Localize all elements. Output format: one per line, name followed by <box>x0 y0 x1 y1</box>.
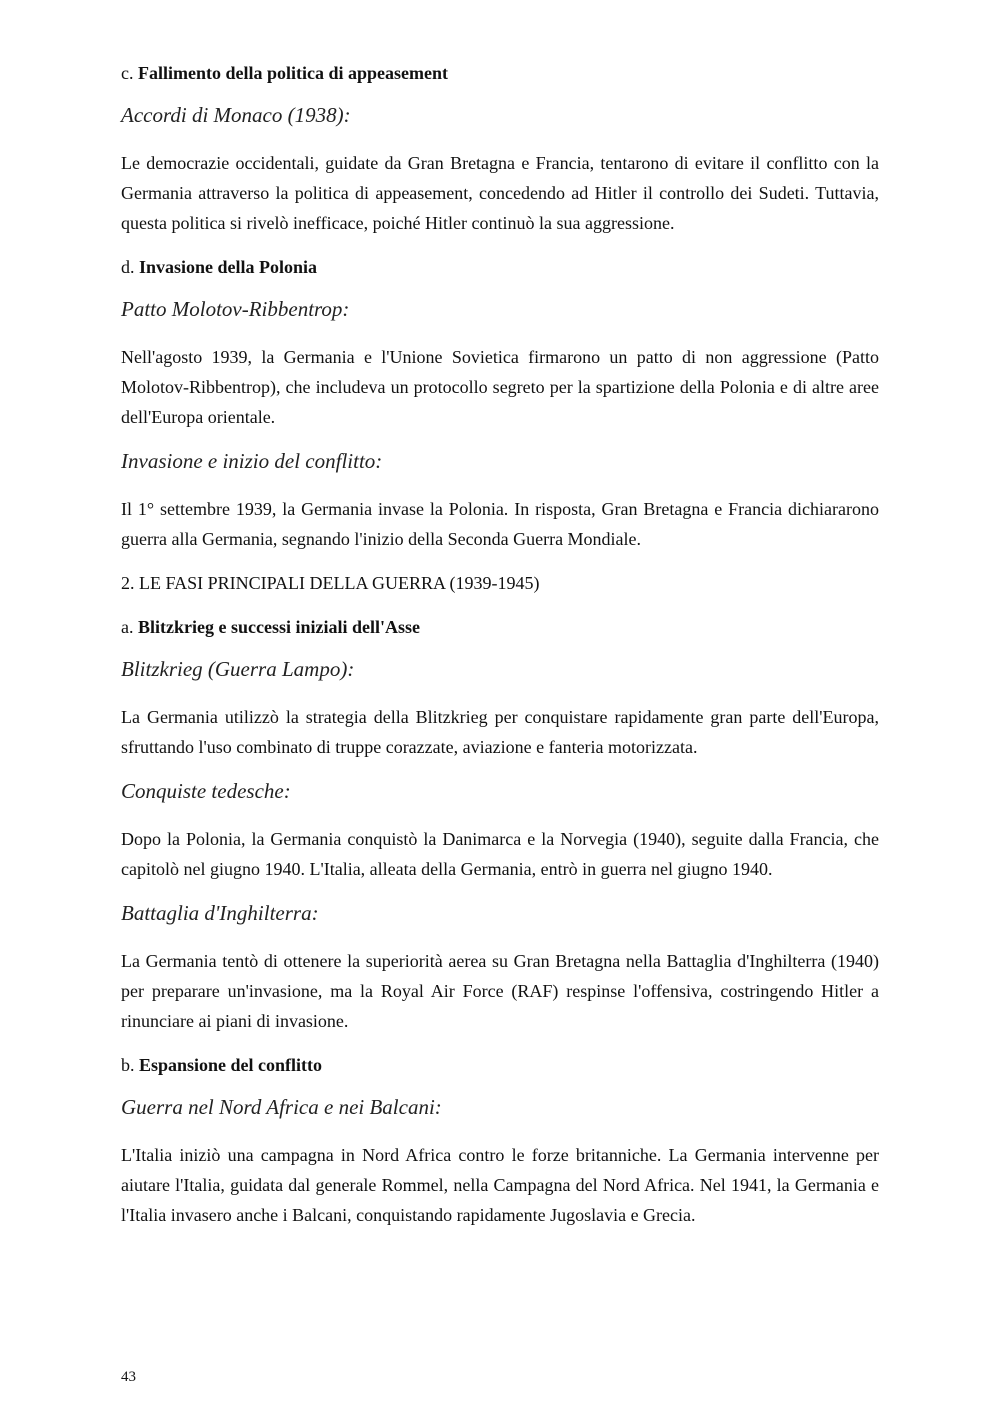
heading-title: Blitzkrieg e successi iniziali dell'Asse <box>138 617 420 637</box>
subheading-conquiste: Conquiste tedesche: <box>121 779 291 803</box>
heading-prefix: c. <box>121 63 134 83</box>
section-title-2: 2. LE FASI PRINCIPALI DELLA GUERRA (1939-1945) <box>121 573 540 593</box>
heading-title: Espansione del conflitto <box>139 1055 323 1075</box>
section-heading-c <box>121 58 879 88</box>
subheading-battaglia: Battaglia d'Inghilterra: <box>121 901 319 925</box>
paragraph-conquiste: Dopo la Polonia, la Germania conquistò la Danimarca e la Norvegia (1940), seguite dalla Francia, che capitolò nel giugno 1940. L'Italia, alleata della Germania, entrò in guerra nel giugno 1940. <box>121 829 879 879</box>
heading-prefix: a. <box>121 617 134 637</box>
paragraph-blitz: La Germania utilizzò la strategia della Blitzkrieg per conquistare rapidamente gran parte dell'Europa, sfruttando l'uso combinato di truppe corazzate, aviazione e fanteria motorizzata. <box>121 707 879 757</box>
paragraph-battaglia: La Germania tentò di ottenere la superiorità aerea su Gran Bretagna nella Battaglia d'Inghilterra (1940) per preparare un'invasione, ma la Royal Air Force (RAF) respinse l'offensiva, costringendo Hitler a rinunciare ai piani di invasione. <box>121 951 879 1031</box>
subheading-invasione: Invasione e inizio del conflitto: <box>121 449 383 473</box>
page-number: 43 <box>121 1369 136 1385</box>
paragraph-invasione: Il 1° settembre 1939, la Germania invase la Polonia. In risposta, Gran Bretagna e Francia dichiararono guerra alla Germania, segnando l'inizio della Seconda Guerra Mondiale. <box>121 499 879 549</box>
subheading-africa: Guerra nel Nord Africa e nei Balcani: <box>121 1095 442 1119</box>
section-heading-b <box>121 1050 879 1080</box>
heading-prefix: d. <box>121 257 135 277</box>
heading-title: Fallimento della politica di appeasement <box>138 63 448 83</box>
paragraph-africa: L'Italia iniziò una campagna in Nord Africa contro le forze britanniche. La Germania intervenne per aiutare l'Italia, guidata dal generale Rommel, nella Campagna del Nord Africa. Nel 1941, la Germania e l'Italia invasero anche i Balcani, conquistando rapidamente Jugoslavia e Grecia. <box>121 1145 879 1225</box>
section-heading-a <box>121 612 879 642</box>
document-page <box>121 58 879 1244</box>
subheading-blitz: Blitzkrieg (Guerra Lampo): <box>121 657 355 681</box>
heading-prefix: b. <box>121 1055 135 1075</box>
paragraph-monaco: Le democrazie occidentali, guidate da Gran Bretagna e Francia, tentarono di evitare il conflitto con la Germania attraverso la politica di appeasement, concedendo ad Hitler il controllo dei Sudeti. Tuttavia, questa politica si rivelò inefficace, poiché Hitler continuò la sua aggressione. <box>121 153 879 233</box>
section-heading-d <box>121 252 879 282</box>
paragraph-patto: Nell'agosto 1939, la Germania e l'Unione Sovietica firmarono un patto di non aggressione (Patto Molotov-Ribbentrop), che includeva un protocollo segreto per la spartizione della Polonia e di altre aree dell'Europa orientale. <box>121 347 879 427</box>
subheading-patto: Patto Molotov-Ribbentrop: <box>121 297 350 321</box>
heading-title: Invasione della Polonia <box>139 257 318 277</box>
subheading-monaco: Accordi di Monaco (1938): <box>121 103 351 127</box>
